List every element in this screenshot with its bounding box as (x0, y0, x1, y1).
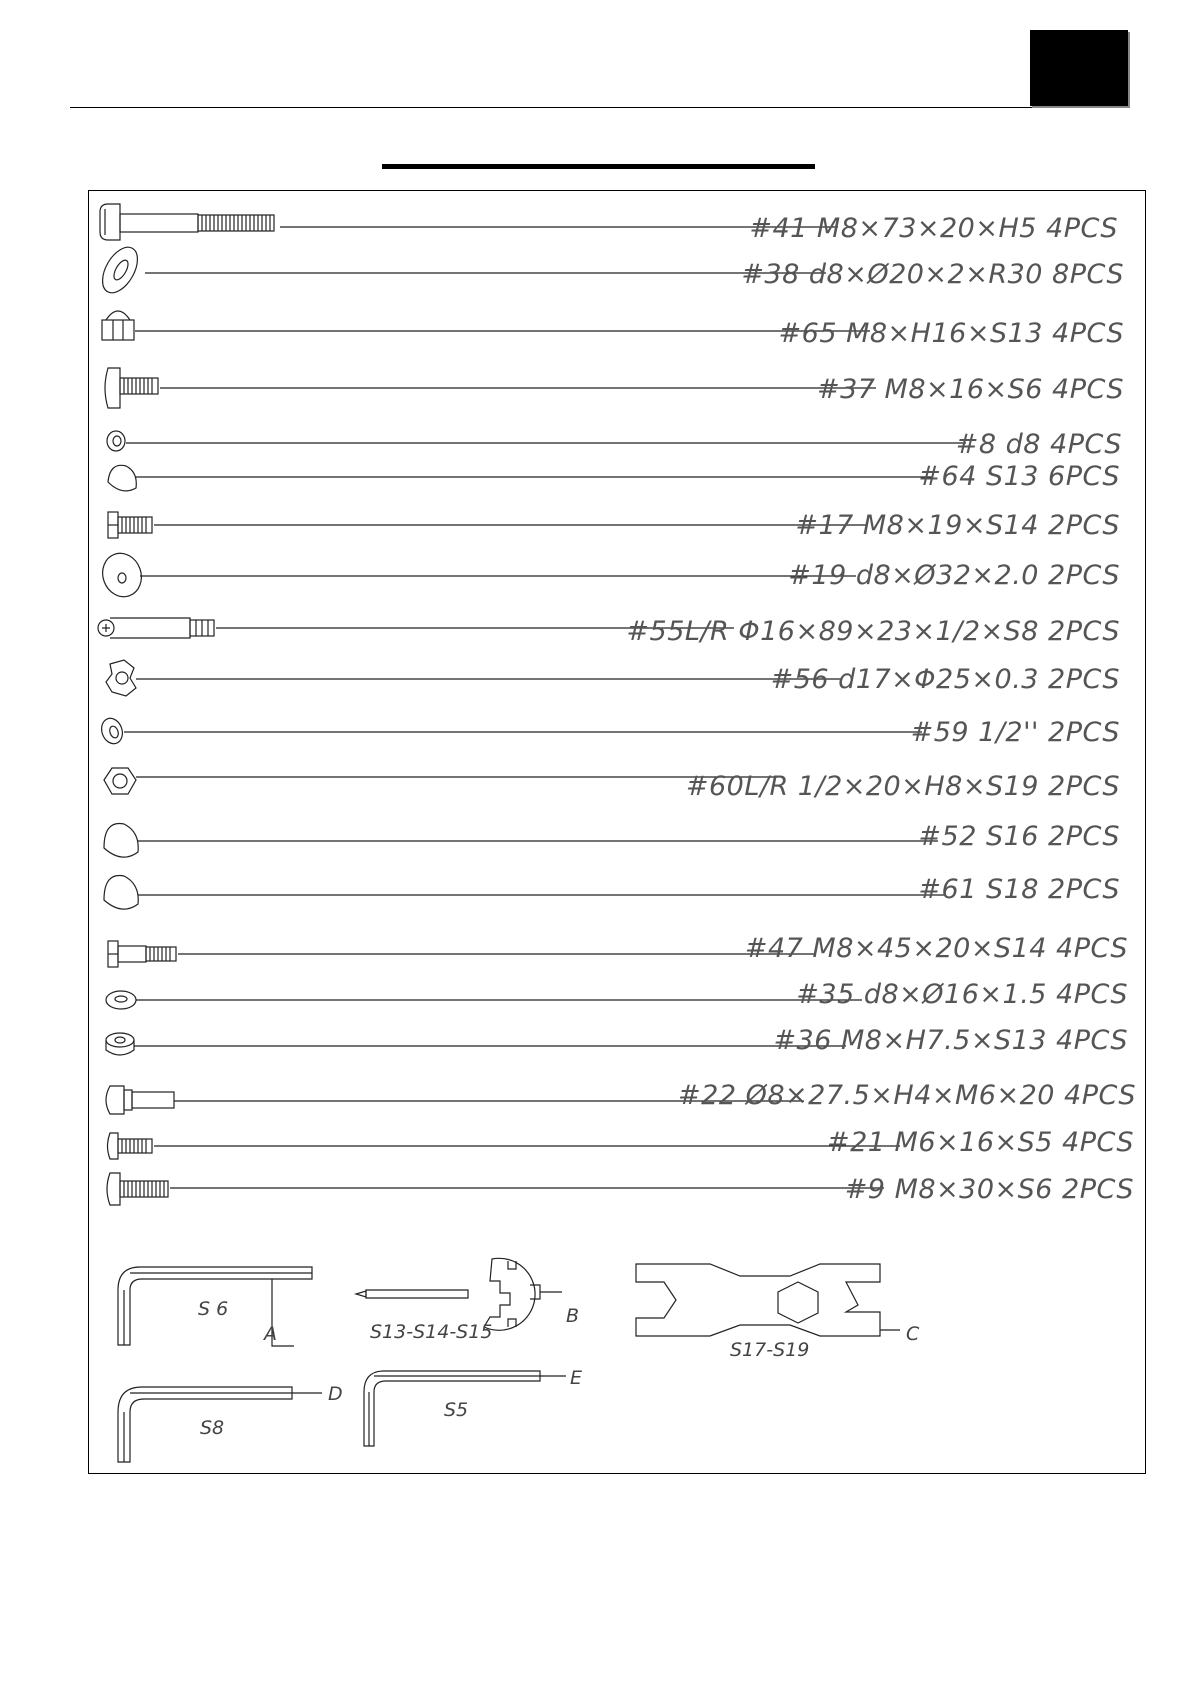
tool-d-size: S8 (200, 1417, 225, 1439)
part-55-axle-bolt-icon (98, 618, 214, 638)
part-47-bolt-icon (108, 941, 176, 967)
part-17-label: #17 M8×19×S14 2PCS (795, 510, 1120, 541)
part-55-label: #55L/R Φ16×89×23×1/2×S8 2PCS (626, 616, 1120, 647)
part-56-wave-washer-icon (106, 660, 136, 696)
part-37-bolt-icon (105, 368, 158, 408)
part-35-label: #35 d8×Ø16×1.5 4PCS (796, 979, 1128, 1010)
part-22-label: #22 Ø8×27.5×H4×M6×20 4PCS (678, 1080, 1136, 1111)
part-8-label: #8 d8 4PCS (955, 429, 1122, 460)
part-52-cap-icon (104, 824, 138, 858)
tool-c-letter: C (906, 1323, 920, 1345)
part-65-label: #65 M8×H16×S13 4PCS (778, 318, 1124, 349)
tool-c-size: S17-S19 (730, 1339, 810, 1361)
part-8-spring-washer-icon (107, 431, 125, 451)
tool-b-letter: B (566, 1305, 580, 1327)
part-41-bolt-icon (100, 204, 274, 240)
tool-b-wrench-screwdriver-icon (356, 1258, 562, 1330)
part-17-bolt-icon (108, 512, 152, 538)
part-38-label: #38 d8×Ø20×2×R30 8PCS (741, 259, 1124, 290)
part-56-label: #56 d17×Φ25×0.3 2PCS (770, 664, 1120, 695)
part-19-label: #19 d8×Ø32×2.0 2PCS (788, 560, 1120, 591)
part-35-washer-icon (106, 991, 136, 1009)
part-61-label: #61 S18 2PCS (918, 874, 1120, 905)
part-9-label: #9 M8×30×S6 2PCS (844, 1174, 1134, 1205)
part-65-cap-nut-icon (102, 311, 134, 340)
part-61-cap-icon (104, 876, 138, 910)
part-41-label: #41 M8×73×20×H5 4PCS (749, 213, 1118, 244)
part-37-label: #37 M8×16×S6 4PCS (817, 374, 1124, 405)
part-21-label: #21 M6×16×S5 4PCS (827, 1127, 1134, 1158)
tool-c-double-wrench-icon (636, 1264, 900, 1336)
part-52-label: #52 S16 2PCS (918, 821, 1120, 852)
part-64-label: #64 S13 6PCS (918, 461, 1120, 492)
tool-a-letter: A (264, 1323, 277, 1345)
part-19-washer-icon (97, 548, 148, 602)
part-38-washer-icon (95, 241, 144, 298)
part-21-bolt-icon (108, 1133, 153, 1159)
part-9-bolt-icon (107, 1173, 168, 1205)
part-59-label: #59 1/2'' 2PCS (910, 717, 1120, 748)
part-22-shoulder-bolt-icon (106, 1086, 174, 1114)
tool-e-size: S5 (444, 1399, 469, 1421)
tool-a-size: S 6 (198, 1298, 229, 1320)
part-64-cap-icon (108, 465, 136, 491)
tool-e-letter: E (570, 1367, 583, 1389)
part-59-spring-washer-icon (98, 715, 126, 746)
part-60-hex-nut-icon (104, 768, 136, 794)
part-47-label: #47 M8×45×20×S14 4PCS (744, 933, 1128, 964)
part-60-label: #60L/R 1/2×20×H8×S19 2PCS (685, 771, 1120, 802)
tool-d-letter: D (328, 1383, 343, 1405)
part-36-label: #36 M8×H7.5×S13 4PCS (773, 1025, 1128, 1056)
part-36-nylon-nut-icon (106, 1033, 134, 1055)
tool-b-size: S13-S14-S15 (370, 1321, 493, 1343)
